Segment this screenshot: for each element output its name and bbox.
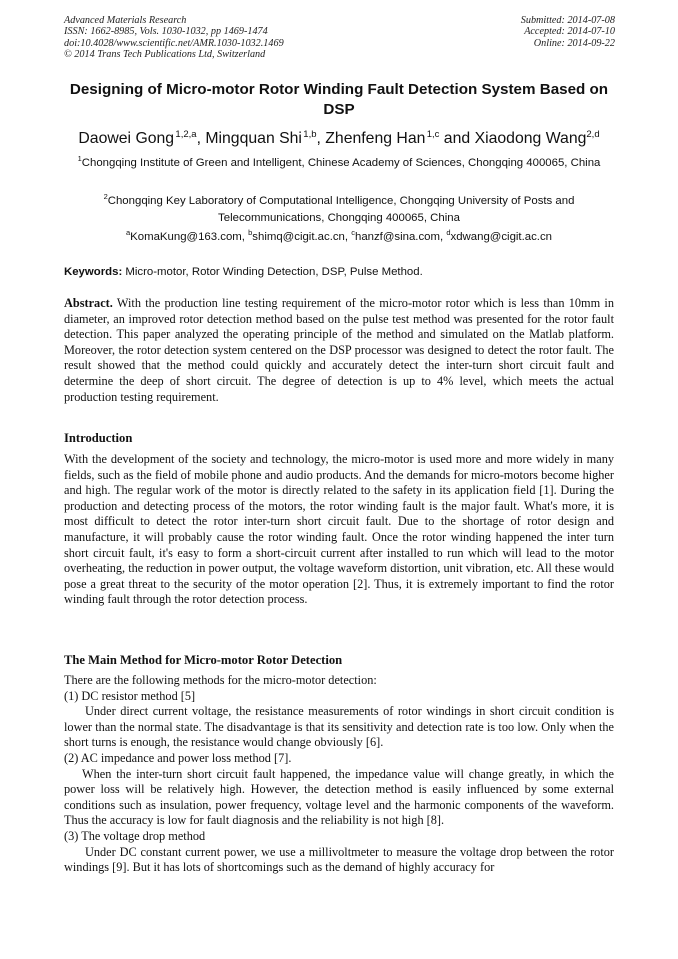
affiliation-2 — [62, 193, 616, 227]
issn-line: ISSN: 1662-8985, Vols. 1030-1032, pp 1469-1474 — [64, 26, 268, 38]
journal-header — [64, 15, 284, 61]
method-1-title: (1) DC resistor method [5] — [64, 688, 196, 703]
keywords-label: Keywords: — [64, 266, 123, 278]
email-marker: a — [126, 228, 131, 237]
author-superscript: 1,2,a — [175, 129, 197, 140]
online-date: Online: 2014-09-22 — [533, 37, 615, 49]
author-name: Zhenfeng Han — [325, 130, 426, 147]
abstract-label: Abstract. — [64, 296, 113, 310]
email-list: $^a$KomaKung@163.com, $^b$shimq@cigit.ac.cn, $^c$hanzf@sina.com, $^d$xdwang@cigit.ac.cn — [126, 228, 552, 243]
author-superscript: 2,d — [586, 129, 600, 140]
author-name: Daowei Gong — [78, 130, 175, 147]
method-2-text: When the inter-turn short circuit fault happened, the impedance value will change greatly, in which the power loss will be relatively high. However, the detection method is easily influenced by some external conditions such as insulation, power frequency, voltage level and the harmonic components of the waveform. Thus the accuracy is low for fault diagnosis and the reliability is not high [8]. — [64, 766, 614, 828]
author-list: Daowei Gong $^{1,2,a}$, Mingquan Shi $^{1,b}$, Zhenfeng Han $^{1,c}$ and Xiaodong Wang$^{2,d}$ — [78, 129, 600, 147]
copyright-line: © 2014 Trans Tech Publications Ltd, Switzerland — [64, 49, 266, 61]
dates-header — [521, 15, 615, 49]
method-3-text: Under DC constant current power, we use a millivoltmeter to measure the voltage drop between the rotor windings [9]. But it has lots of shortcomings such as the demand of highly accuracy for — [64, 844, 614, 875]
journal-name: Advanced Materials Research — [64, 15, 187, 26]
main-method-section — [64, 673, 614, 876]
author-name: Xiaodong Wang — [474, 130, 587, 147]
author-name: Mingquan Shi — [205, 130, 302, 147]
doi-line: doi:10.4028/www.scientific.net/AMR.1030-1032.1469 — [64, 37, 284, 49]
affiliation-marker: 1 — [77, 154, 82, 163]
introduction-heading: Introduction — [64, 431, 133, 445]
submitted-date: Submitted: 2014-07-08 — [520, 15, 615, 26]
affiliation-text: Chongqing Key Laboratory of Computational Intelligence, Chongqing University of Posts and Telecommunications, Chongqing 400065, China — [107, 195, 575, 224]
email-marker: c — [351, 228, 355, 237]
affiliation-text: Chongqing Institute of Green and Intelligent, Chinese Academy of Sciences, Chongqing 400065, China — [81, 157, 601, 169]
abstract — [64, 296, 614, 405]
main-method-heading: The Main Method for Micro-motor Rotor Detection — [64, 653, 343, 667]
paper-title: Designing of Micro-motor Rotor Winding Fault Detection System Based on DSP — [69, 81, 609, 118]
abstract-text: With the production line testing requirement of the micro-motor rotor which is less than 10mm in diameter, an improved rotor detection method based on the pulse test method was presented for the rotor fault detection. This paper analyzed the operating principle of the method and simulated on the Matlab platform. Moreover, the rotor detection system centered on the DSP processor was designed to detect the rotor fault. The result showed that the method could quickly and accurately detect the inter-turn short circuit fault and determine the deep of short circuit. The degree of detection is up to 4% level, which meets the actual production testing requirement. — [64, 296, 614, 404]
accepted-date: Accepted: 2014-07-10 — [524, 26, 615, 38]
affiliation-marker: 2 — [103, 192, 108, 201]
email-link[interactable]: xdwang@cigit.ac.cn — [450, 231, 552, 243]
email-link[interactable]: shimq@cigit.ac.cn — [252, 231, 345, 243]
author-superscript: 1,b — [303, 129, 317, 140]
method-2-title: (2) AC impedance and power loss method [7]. — [64, 750, 292, 765]
method-1-text: Under direct current voltage, the resistance measurements of rotor windings in short circuit condition is lower than the normal state. The disadvantage is that its sensitivity and detection rate is too low. Only when the short turns is enough, the resistance would change obviously [6]. — [64, 704, 614, 750]
email-marker: d — [446, 228, 451, 237]
email-link[interactable]: KomaKung@163.com — [130, 231, 242, 243]
introduction-text: With the development of the society and technology, the micro-motor is used more and more widely in many fields, such as the field of mobile phone and audio products. And the demands for micro-motors become higher and high. The regular work of the motor is directly related to the safety in its application field [1]. During the production and detecting process of the motors, the rotor winding fault is the major fault. What's more, it is most difficult to detect the rotor inter-turn short circuit fault. Due to the shortage of rotor design and manufacture, it will probably cause the rotor winding fault. Once the rotor winding happened the inter turn short circuit fault, it's easy to form a short-circuit current after installed to run which will lead to the motor overheating, the reduction in power output, the voltage waveform distortion, unit vibration, etc. All these would pose a great threat to the security of the motor operation [2]. Thus, it is extremely important to find the rotor winding fault through the rotor detection process. — [64, 452, 614, 607]
method-intro: There are the following methods for the micro-motor detection: — [64, 673, 377, 687]
affiliation-1 — [62, 155, 616, 172]
email-link[interactable]: hanzf@sina.com — [354, 231, 440, 243]
keywords-text: Micro-motor, Rotor Winding Detection, DSP, Pulse Method. — [125, 266, 423, 278]
email-marker: b — [248, 228, 253, 237]
author-superscript: 1,c — [426, 129, 440, 140]
keywords — [64, 265, 624, 280]
method-3-title: (3) The voltage drop method — [64, 828, 206, 843]
